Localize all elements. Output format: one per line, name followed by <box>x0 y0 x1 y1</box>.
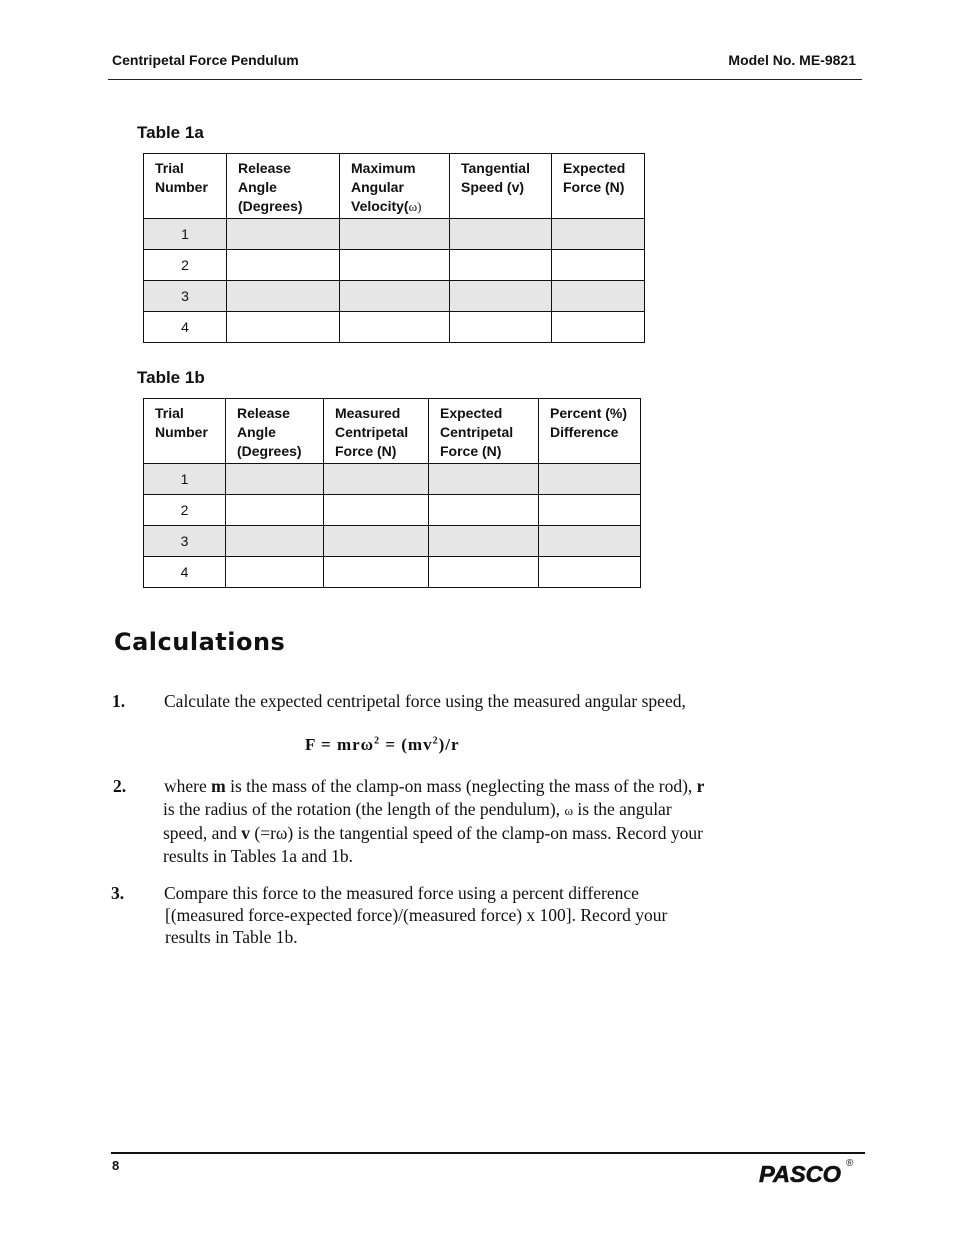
calc-item-2 <box>113 775 708 867</box>
calc-item-number: 1. <box>112 691 126 711</box>
empty-cell[interactable] <box>429 464 539 495</box>
header-percent-difference: Percent (%) Difference <box>539 399 641 464</box>
empty-cell[interactable] <box>227 250 340 281</box>
formula-exponent: 2 <box>432 735 439 747</box>
empty-cell[interactable] <box>539 464 641 495</box>
variable-v: v <box>241 823 250 843</box>
empty-cell[interactable] <box>450 281 552 312</box>
calc-item-number: 3. <box>111 883 125 903</box>
page-number: 8 <box>112 1158 120 1173</box>
empty-cell[interactable] <box>450 312 552 343</box>
empty-cell[interactable] <box>324 464 429 495</box>
logo-text: PASCO <box>759 1161 842 1186</box>
formula-lhs: F = mrω <box>305 735 375 754</box>
table-header-row <box>144 154 645 219</box>
empty-cell[interactable] <box>552 312 645 343</box>
empty-cell[interactable] <box>552 219 645 250</box>
empty-cell[interactable] <box>324 495 429 526</box>
header-title: Centripetal Force Pendulum <box>112 52 299 68</box>
pasco-logo <box>758 1160 853 1186</box>
header-max-angular-velocity-text: Maximum Angular Velocity( <box>351 160 416 214</box>
empty-cell[interactable] <box>539 495 641 526</box>
empty-cell[interactable] <box>226 557 324 588</box>
omega-symbol: ω <box>408 199 418 214</box>
table-row <box>144 312 645 343</box>
table-row <box>144 557 641 588</box>
empty-cell[interactable] <box>429 526 539 557</box>
close-paren: ) <box>417 199 422 214</box>
trial-number-cell: 2 <box>144 250 227 281</box>
empty-cell[interactable] <box>539 557 641 588</box>
table-row <box>144 464 641 495</box>
empty-cell[interactable] <box>429 557 539 588</box>
header-rule <box>108 79 862 80</box>
empty-cell[interactable] <box>324 526 429 557</box>
table-row <box>144 526 641 557</box>
header-measured-force: Measured Centripetal Force (N) <box>324 399 429 464</box>
table-row <box>144 495 641 526</box>
empty-cell[interactable] <box>340 312 450 343</box>
formula-mid: = (mv <box>380 735 433 754</box>
header-trial-number: Trial Number <box>144 399 226 464</box>
trial-number-cell: 3 <box>144 526 226 557</box>
header-release-angle: Release Angle (Degrees) <box>227 154 340 219</box>
footer-rule <box>111 1152 865 1154</box>
table-1a-label: Table 1a <box>137 123 204 142</box>
empty-cell[interactable] <box>226 464 324 495</box>
header-trial-number: Trial Number <box>144 154 227 219</box>
empty-cell[interactable] <box>340 219 450 250</box>
variable-m: m <box>211 776 226 796</box>
empty-cell[interactable] <box>450 250 552 281</box>
header-max-angular-velocity <box>340 154 450 219</box>
trial-number-cell: 3 <box>144 281 227 312</box>
header-tangential-speed: Tangential Speed (v) <box>450 154 552 219</box>
table-1b <box>143 398 641 588</box>
variable-r: r <box>696 776 705 796</box>
formula-rhs: )/r <box>438 735 460 754</box>
calc-text-part: is the radius of the rotation (the length of the pendulum), <box>163 798 565 819</box>
empty-cell[interactable] <box>226 495 324 526</box>
header-release-angle: Release Angle (Degrees) <box>226 399 324 464</box>
table-1b-label: Table 1b <box>137 368 205 387</box>
trial-number-cell: 1 <box>144 219 227 250</box>
empty-cell[interactable] <box>552 281 645 312</box>
header-model-number: Model No. ME-9821 <box>728 52 856 68</box>
empty-cell[interactable] <box>340 281 450 312</box>
empty-cell[interactable] <box>227 281 340 312</box>
calc-text-part: (=rω) is the tangential speed of the clamp-on mass. Record your results in Tables 1a and 1b. <box>163 823 703 866</box>
empty-cell[interactable] <box>429 495 539 526</box>
trial-number-cell: 1 <box>144 464 226 495</box>
registered-mark: ® <box>846 1158 854 1169</box>
empty-cell[interactable] <box>226 526 324 557</box>
trial-number-cell: 4 <box>144 312 227 343</box>
formula-exponent: 2 <box>374 735 381 747</box>
empty-cell[interactable] <box>539 526 641 557</box>
table-row <box>144 281 645 312</box>
table-header-row <box>144 399 641 464</box>
trial-number-cell: 4 <box>144 557 226 588</box>
empty-cell[interactable] <box>227 219 340 250</box>
calc-item-text: Calculate the expected centripetal force using the measured angular speed, <box>164 691 686 711</box>
calc-item-number: 2. <box>113 776 127 796</box>
calc-text-part: is the mass of the clamp-on mass (neglecting the mass of the rod), <box>225 776 697 796</box>
header-expected-force: Expected Force (N) <box>552 154 645 219</box>
section-heading-calculations: Calculations <box>114 628 286 656</box>
calc-text-part: where <box>164 776 212 796</box>
table-1a <box>143 153 645 343</box>
pasco-logo-icon <box>758 1160 844 1186</box>
formula <box>305 735 460 755</box>
empty-cell[interactable] <box>340 250 450 281</box>
calc-text-part: is the angular speed, and <box>163 798 672 843</box>
trial-number-cell: 2 <box>144 495 226 526</box>
calc-item-3 <box>111 882 710 948</box>
empty-cell[interactable] <box>450 219 552 250</box>
empty-cell[interactable] <box>227 312 340 343</box>
header-expected-force: Expected Centripetal Force (N) <box>429 399 539 464</box>
table-row <box>144 250 645 281</box>
calc-item-text: Compare this force to the measured force using a percent difference [(measured force-expected force)/(measured force) x 100]. Record your results in Table 1b. <box>164 883 668 947</box>
omega-symbol: ω <box>564 802 573 818</box>
empty-cell[interactable] <box>324 557 429 588</box>
empty-cell[interactable] <box>552 250 645 281</box>
calc-item-1 <box>112 690 709 712</box>
table-row <box>144 219 645 250</box>
